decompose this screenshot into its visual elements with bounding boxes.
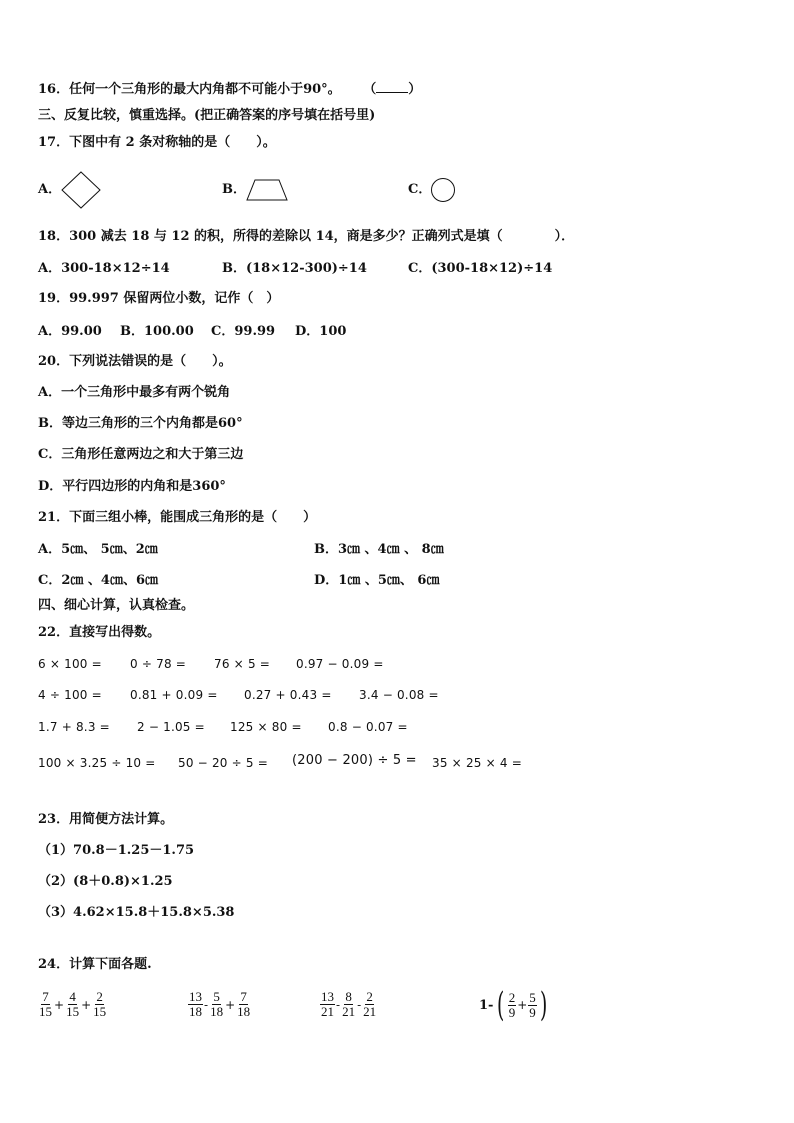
calc-item: 0.81 + 0.09 = bbox=[130, 688, 218, 702]
fraction-expression-3: $\frac{13}{21}$ - $\frac{8}{21}$ - $\frac{2}{21}$ bbox=[321, 989, 377, 1019]
fraction: $\frac{8}{21}$ bbox=[342, 989, 356, 1019]
answer-bracket-open: （ bbox=[363, 82, 377, 97]
calc-item: 50 − 20 ÷ 5 = bbox=[178, 756, 269, 770]
answer-bracket-close: ） bbox=[408, 82, 422, 97]
fraction-expression-2: $\frac{13}{18}$ - $\frac{5}{18}$ + $\frac{7}{18}$ bbox=[189, 989, 251, 1019]
q18-option-b[interactable]: B．(18×12-300)÷14 bbox=[222, 261, 367, 276]
q21-option-d[interactable]: D．1㎝ 、5㎝、 6㎝ bbox=[314, 573, 440, 588]
q23-item-3: （3）4.62×15.8＋15.8×5.38 bbox=[38, 905, 235, 920]
calc-item: 3.4 − 0.08 = bbox=[359, 688, 439, 702]
calc-item: 0.97 − 0.09 = bbox=[296, 657, 384, 671]
q18-option-c[interactable]: C．(300-18×12)÷14 bbox=[408, 261, 553, 276]
question-18-text: 18．300 减去 18 与 12 的积，所得的差除以 14，商是多少？正确列式是填（ ）． bbox=[38, 229, 575, 244]
q20-option-b[interactable]: B．等边三角形的三个内角都是60° bbox=[38, 416, 243, 431]
fraction: $\frac{2}{21}$ bbox=[363, 989, 377, 1019]
calc-item: 4 ÷ 100 = bbox=[38, 688, 102, 702]
question-16 bbox=[38, 82, 421, 98]
fraction: $\frac{5}{9}$ bbox=[529, 989, 536, 1020]
question-21-text: 21．下面三组小棒，能围成三角形的是（ ） bbox=[38, 510, 317, 525]
q19-option-b[interactable]: B．100.00 bbox=[120, 324, 194, 339]
q19-option-c[interactable]: C．99.99 bbox=[211, 324, 276, 339]
fraction: $\frac{5}{18}$ bbox=[210, 989, 224, 1019]
right-paren: ) bbox=[539, 985, 548, 1025]
q21-option-b[interactable]: B．3㎝ 、4㎝ 、 8㎝ bbox=[314, 542, 444, 557]
question-24-text: 24．计算下面各题. bbox=[38, 957, 152, 972]
question-22-text: 22．直接写出得数。 bbox=[38, 625, 161, 640]
q23-item-1: （1）70.8－1.25－1.75 bbox=[38, 843, 195, 858]
question-16-text: 16．任何一个三角形的最大内角都不可能小于90°。 bbox=[38, 82, 341, 97]
fraction: $\frac{13}{21}$ bbox=[321, 989, 334, 1019]
calc-item: 0.27 + 0.43 = bbox=[244, 688, 332, 702]
q17-option-c-label[interactable]: C． bbox=[408, 182, 432, 197]
section-4-heading: 四、细心计算，认真检查。 bbox=[38, 598, 195, 613]
fraction: $\frac{13}{18}$ bbox=[189, 989, 202, 1019]
fraction-expression-4: 1- ( $\frac{2}{9}$ + $\frac{5}{9}$ ) bbox=[479, 985, 548, 1025]
q19-option-a[interactable]: A．99.00 bbox=[38, 324, 102, 339]
question-20-text: 20．下列说法错误的是（ ）。 bbox=[38, 354, 232, 369]
left-paren: ( bbox=[497, 985, 505, 1025]
fraction: $\frac{2}{15}$ bbox=[93, 989, 107, 1019]
q20-option-c[interactable]: C．三角形任意两边之和大于第三边 bbox=[38, 447, 244, 462]
q19-option-d[interactable]: D．100 bbox=[295, 324, 347, 339]
fraction: $\frac{2}{9}$ bbox=[508, 989, 516, 1020]
question-17-text: 17．下图中有 2 条对称轴的是（ ）。 bbox=[38, 135, 276, 150]
calc-item: 6 × 100 = bbox=[38, 657, 102, 671]
question-23-text: 23．用简便方法计算。 bbox=[38, 812, 174, 827]
q21-option-c[interactable]: C．2㎝ 、4㎝、6㎝ bbox=[38, 573, 159, 588]
question-19-text: 19．99.997 保留两位小数，记作（ ） bbox=[38, 291, 280, 306]
answer-blank[interactable] bbox=[376, 82, 408, 93]
q17-option-b-label[interactable]: B． bbox=[222, 182, 246, 197]
section-3-heading: 三、反复比较，慎重选择。(把正确答案的序号填在括号里) bbox=[38, 108, 376, 123]
circle-icon bbox=[430, 177, 456, 203]
calc-item: (200 − 200) ÷ 5 = bbox=[292, 753, 417, 768]
fraction-expression-1: $\frac{7}{15}$ + $\frac{4}{15}$ + $\frac{2}{15}$ bbox=[39, 989, 107, 1019]
calc-item: 76 × 5 = bbox=[214, 657, 271, 671]
calc-item: 100 × 3.25 ÷ 10 = bbox=[38, 756, 156, 770]
q20-option-d[interactable]: D．平行四边形的内角和是360° bbox=[38, 479, 226, 494]
fraction: $\frac{7}{18}$ bbox=[237, 989, 251, 1019]
calc-item: 1.7 + 8.3 = bbox=[38, 720, 110, 734]
calc-item: 0 ÷ 78 = bbox=[130, 657, 187, 671]
q23-item-2: （2）(8＋0.8)×1.25 bbox=[38, 874, 173, 889]
q21-option-a[interactable]: A．5㎝、 5㎝、2㎝ bbox=[38, 542, 158, 557]
q17-option-a-label[interactable]: A． bbox=[38, 182, 62, 197]
fraction: $\frac{4}{15}$ bbox=[66, 989, 80, 1019]
calc-item: 35 × 25 × 4 = bbox=[432, 756, 523, 770]
diamond-icon bbox=[60, 170, 102, 210]
calc-item: 0.8 − 0.07 = bbox=[328, 720, 408, 734]
calc-item: 2 − 1.05 = bbox=[137, 720, 205, 734]
q18-option-a[interactable]: A．300-18×12÷14 bbox=[38, 261, 170, 276]
trapezoid-icon bbox=[245, 178, 289, 202]
calc-item: 125 × 80 = bbox=[230, 720, 302, 734]
fraction: $\frac{7}{15}$ bbox=[39, 989, 52, 1019]
q20-option-a[interactable]: A．一个三角形中最多有两个锐角 bbox=[38, 385, 231, 400]
